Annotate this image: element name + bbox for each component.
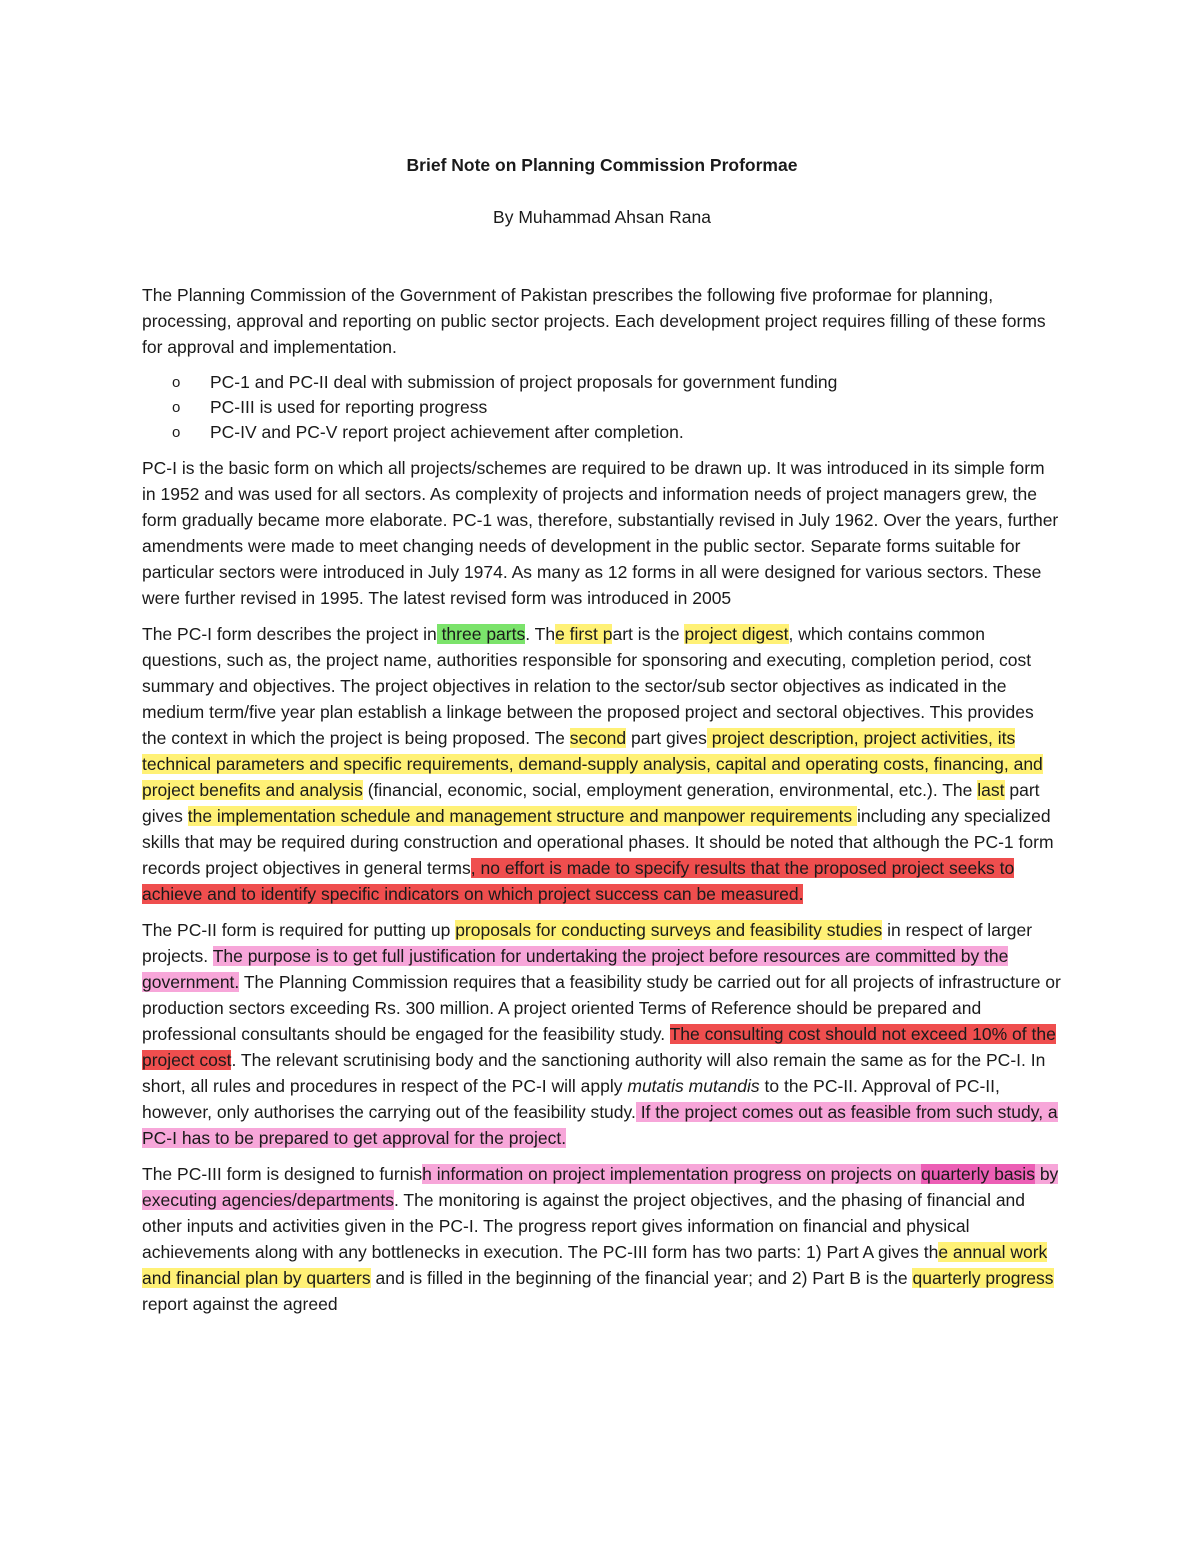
- list-item: [142, 395, 1062, 420]
- highlighted-text-yellow: project description, project activities, its technical parameters and specific requirements, demand-supply analysis, capital and operating costs, financing, and project benefits and analysis: [142, 728, 1043, 800]
- document-title: Brief Note on Planning Commission Proformae: [406, 155, 798, 175]
- highlighted-text-pink: h information on project implementation progress on projects on: [422, 1164, 922, 1184]
- text-run: The PC-III form is designed to furnis: [142, 1164, 423, 1184]
- list-item-text: PC-IV and PC-V report project achievement after completion.: [210, 422, 684, 442]
- highlighted-text-yellow: project digest: [684, 624, 789, 644]
- text-run: part gives: [626, 728, 707, 748]
- text-run: . Th: [525, 624, 556, 644]
- pc2-paragraph: [142, 917, 1062, 1151]
- text-run: The PC-II form is required for putting up: [142, 920, 456, 940]
- text-run: to the PC-II. Approval of PC-II, however, only authorises the carrying out of the feasibility study.: [142, 1076, 1000, 1122]
- highlighted-text-pink: The purpose is to get full justification for undertaking the project before resources are committed by the government.: [142, 946, 1009, 992]
- proformae-list: [142, 370, 1062, 445]
- highlighted-text-yellow: the implementation schedule and management structure and manpower requirements: [187, 806, 857, 826]
- list-item-text: PC-III is used for reporting progress: [210, 397, 488, 417]
- highlighted-text-magenta: quarterly basis: [921, 1164, 1035, 1184]
- highlighted-text-pink: by executing agencies/departments: [142, 1164, 1059, 1210]
- text-run: part gives: [142, 780, 1040, 826]
- pc1-history-paragraph: PC-I is the basic form on which all projects/schemes are required to be drawn up. It was introduced in its simple form in 1952 and was used for all sectors. As complexity of projects and information needs of project managers grew, the form gradually became more elaborate. PC-1 was, therefore, substantially revised in July 1962. Over the years, further amendments were made to meet changing needs of development in the public sector. Separate forms suitable for particular sectors were introduced in July 1974. As many as 12 forms in all were designed for various sectors. These were further revised in 1995. The latest revised form was introduced in 2005: [142, 458, 1059, 608]
- highlighted-text-yellow: quarterly progress: [912, 1268, 1054, 1288]
- list-item: [142, 370, 1062, 395]
- document-author: By Muhammad Ahsan Rana: [493, 207, 711, 227]
- highlighted-text-red: The consulting cost should not exceed 10% of the project cost: [142, 1024, 1056, 1070]
- text-run: report against the agreed: [142, 1294, 338, 1314]
- highlighted-text-yellow: e annual work and financial plan by quarters: [142, 1242, 1048, 1288]
- highlighted-text-pink: If the project comes out as feasible from such study, a PC-I has to be prepared to get approval for the project.: [142, 1102, 1058, 1148]
- pc3-paragraph: [142, 1161, 1062, 1317]
- highlighted-text-yellow: last: [977, 780, 1005, 800]
- text-run: including any specialized skills that may be required during construction and operational phases. It should be noted that although the PC-1 form records project objectives in general terms: [142, 806, 1054, 878]
- highlighted-text-yellow: proposals for conducting surveys and feasibility studies: [455, 920, 883, 940]
- highlighted-text-green: three parts: [436, 624, 526, 644]
- text-run: . The relevant scrutinising body and the sanctioning authority will also remain the same as for the PC-I. In short, all rules and procedures in respect of the PC-I will apply: [142, 1050, 1046, 1096]
- text-run: The PC-I form describes the project in: [142, 624, 437, 644]
- text-run: in respect of larger projects.: [142, 920, 1033, 966]
- intro-paragraph: The Planning Commission of the Government of Pakistan prescribes the following five proformae for planning, processing, approval and reporting on public sector projects. Each development project requires filling of these forms for approval and implementation.: [142, 285, 1046, 357]
- text-run: , which contains common questions, such as, the project name, authorities responsible for sponsoring and executing, completion period, cost summary and objectives. The project objectives in relation to the sector/sub sector objectives as indicated in the medium term/five year plan establish a linkage between the proposed project and sectoral objectives. This provides the context in which the project is being proposed. The: [142, 624, 1034, 748]
- text-run: mutatis mutandis: [627, 1076, 760, 1096]
- text-run: The Planning Commission requires that a feasibility study be carried out for all projects of infrastructure or production sectors exceeding Rs. 300 million. A project oriented Terms of Reference should be prepared and professional consultants should be engaged for the feasibility study.: [142, 972, 1061, 1044]
- list-item: [142, 420, 1062, 445]
- document-page: [142, 152, 1062, 1327]
- pc1-parts-paragraph: [142, 621, 1062, 907]
- text-run: . The monitoring is against the project objectives, and the phasing of financial and other inputs and activities given in the PC-I. The progress report gives information on financial and physical achievements along with any bottlenecks in execution. The PC-III form has two parts: 1) Part A gives th: [142, 1190, 1026, 1262]
- bullet-icon: o: [172, 374, 181, 391]
- highlighted-text-yellow: e first p: [555, 624, 613, 644]
- text-run: (financial, economic, social, employment generation, environmental, etc.). The: [362, 780, 978, 800]
- highlighted-text-yellow: second: [569, 728, 627, 748]
- highlighted-text-red: , no effort is made to specify results that the proposed project seeks to achieve and to identify specific indicators on which project success can be measured.: [142, 858, 1015, 904]
- bullet-icon: o: [172, 424, 181, 441]
- bullet-icon: o: [172, 399, 181, 416]
- list-item-text: PC-1 and PC-II deal with submission of project proposals for government funding: [210, 372, 838, 392]
- text-run: art is the: [612, 624, 685, 644]
- text-run: and is filled in the beginning of the financial year; and 2) Part B is the: [370, 1268, 913, 1288]
